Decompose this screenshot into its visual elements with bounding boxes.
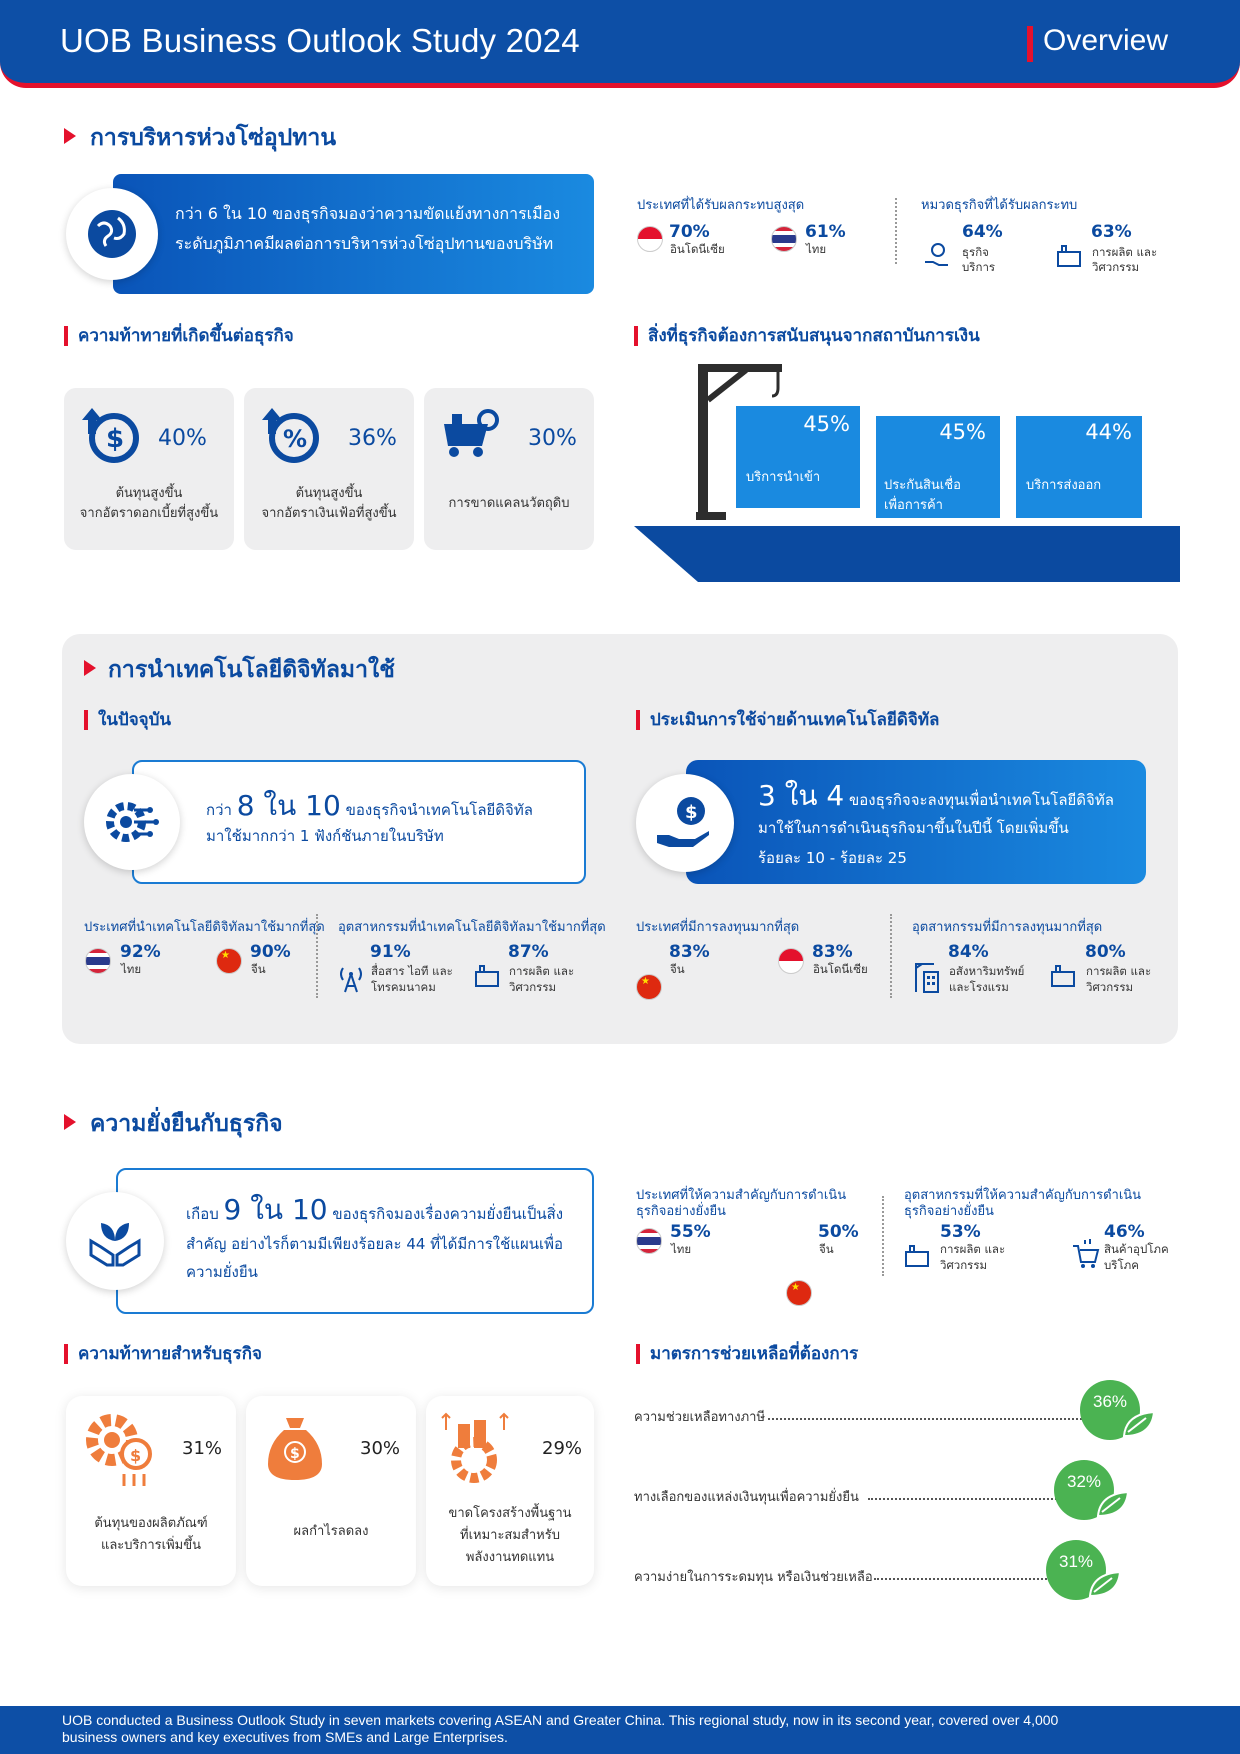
country-name: ไทย [806,242,827,256]
sustain-challenges-subheading: ความท้าทายสำหรับธุรกิจ [64,1344,262,1364]
measure-pct: 36% [1092,1392,1128,1411]
plant-hands-icon [66,1192,164,1290]
inflation-icon [260,404,322,470]
challenge-pct: 40% [158,426,207,451]
sustain-challenge-card [426,1396,594,1586]
divider [316,914,318,998]
sustain-line-1 [186,1188,563,1232]
affected-sectors-label: หมวดธุรกิจที่ได้รับผลกระทบ [921,198,1078,213]
banner-line-1: กว่า 6 ใน 10 ของธุรกิจมองว่าความขัดแย้งทางการเมือง [175,204,561,223]
sector-line: วิศวกรรม [1092,260,1140,274]
tag-accent-bar [1027,26,1033,62]
current-banner [132,760,586,884]
support-pct: 45% [939,420,986,444]
support-line: บริการส่งออก [1026,478,1102,493]
support-pct: 45% [803,412,850,436]
challenge-pct: 29% [542,1438,583,1459]
sector-line: บริการ [962,260,996,274]
svg-text:$: $ [685,802,698,823]
thailand-flag-icon [85,948,111,974]
challenge-pct: 30% [528,426,577,451]
supply-chain-banner [113,174,594,294]
sector-line: ธุรกิจ [962,245,989,259]
sustain-pre: เกือบ [186,1205,219,1223]
spend-big: 3 ใน 4 [758,779,845,812]
measure-label: ทางเลือกของแหล่งเงินทุนเพื่อความยั่งยืน [634,1490,859,1505]
stat-line: การผลิต และ [1086,964,1152,978]
stat-pct: 46% [1104,1222,1145,1242]
support-box [736,406,860,508]
thailand-flag-icon [636,1228,662,1254]
current-pre: กว่า [206,801,232,819]
stat-line: วิศวกรรม [509,980,557,994]
spend-post: ของธุรกิจจะลงทุนเพื่อนำเทคโนโลยีดิจิทัล [849,791,1114,809]
footer-line-2: business owners and key executives from SMEs and Large Enterprises. [62,1729,508,1745]
stat-line: สื่อสาร ไอที และ [371,964,453,978]
digital-gear-icon [84,774,180,870]
c3-label: ประเทศที่มีการลงทุนมากที่สุด [636,920,800,935]
leader-dots [768,1418,1086,1420]
shopping-cart-icon [1070,1238,1100,1274]
stat-line: วิศวกรรม [1086,980,1134,994]
challenge-line: ต้นทุนสูงขึ้น [295,486,363,501]
stat-pct: 87% [508,942,549,962]
thailand-flag-icon [771,226,797,252]
support-line: เพื่อการค้า [884,498,943,513]
country-pct: 70% [669,222,710,242]
section-arrow-icon [84,660,96,676]
svg-text:%: % [283,425,308,453]
leaf-icon [1088,1570,1122,1602]
spend-line-2: มาใช้ในการดำเนินธุรกิจมาขึ้นในปีนี้ โดยเพิ่มขึ้น [758,819,1069,837]
sector-pct: 63% [1091,222,1132,242]
money-hand-icon [636,774,734,872]
interest-rate-icon [80,404,142,470]
sustain-big: 9 ใน 10 [223,1193,328,1226]
overview-tag: Overview [1043,24,1169,57]
sustain-industry-label-2: ธุรกิจอย่างยั่งยืน [904,1204,994,1219]
divider [890,914,892,998]
divider [895,198,897,264]
stat-pct: 80% [1085,942,1126,962]
challenge-line: การขาดแคลนวัตถุดิบ [448,496,570,511]
measure-label: ความง่ายในการระดมทุน หรือเงินช่วยเหลือ [634,1570,873,1585]
china-flag-icon [636,974,662,1000]
challenge-line: และบริการเพิ่มขึ้น [100,1538,202,1553]
challenges-subheading: ความท้าทายที่เกิดขึ้นต่อธุรกิจ [64,326,294,346]
sustain-industry-label-1: อุตสาหกรรมที่ให้ความสำคัญกับการดำเนิน [904,1188,1142,1203]
challenge-line: พลังงานทดแทน [465,1550,555,1565]
service-hand-icon [922,240,952,274]
material-cart-icon [440,408,502,464]
sustain-challenge-card [246,1396,416,1586]
current-post: ของธุรกิจนำเทคโนโลยีดิจิทัล [345,801,533,819]
sustain-line-3: ความยั่งยืน [186,1263,258,1281]
sustainability-heading: ความยั่งยืนกับธุรกิจ [90,1111,283,1137]
factory-icon [1054,240,1084,274]
stat-name: ไทย [121,962,142,976]
current-subheading: ในปัจจุบัน [84,710,171,730]
china-flag-icon [786,1280,812,1306]
support-box [1016,416,1142,518]
stat-line: และโรงแรม [949,980,1009,994]
stat-pct: 53% [940,1222,981,1242]
challenge-pct: 31% [182,1438,223,1459]
challenge-pct: 36% [348,426,397,451]
challenge-line: ผลกำไรลดลง [293,1524,369,1539]
factory-icon [472,960,502,994]
antenna-icon [338,964,364,998]
stat-line: สินค้าอุปโภค [1104,1242,1169,1256]
stat-line: วิศวกรรม [940,1258,988,1272]
spend-banner [686,760,1146,884]
stat-pct: 90% [250,942,291,962]
leader-dots [868,1498,1060,1500]
country-name: อินโดนีเซีย [670,242,725,256]
c1-label: ประเทศที่นำเทคโนโลยีดิจิทัลมาใช้มากที่สุด [84,920,325,935]
stat-pct: 92% [120,942,161,962]
svg-text:$: $ [106,424,125,454]
measures-subheading: มาตรการช่วยเหลือที่ต้องการ [636,1344,858,1364]
challenge-card [424,388,594,550]
stat-name: จีน [819,1242,834,1256]
stat-name: ไทย [671,1242,692,1256]
leader-dots [874,1578,1050,1580]
country-pct: 61% [805,222,846,242]
section-arrow-icon [64,128,76,144]
stat-line: บริโภค [1104,1258,1139,1272]
c4-label: อุตสาหกรรมที่มีการลงทุนมากที่สุด [912,920,1103,935]
digital-heading: การนำเทคโนโลยีดิจิทัลมาใช้ [108,657,395,683]
support-box [876,416,1000,518]
measure-pct: 32% [1066,1472,1102,1491]
support-subheading: สิ่งที่ธุรกิจต้องการสนับสนุนจากสถาบันการเงิน [634,326,980,346]
sustain-country-label-1: ประเทศที่ให้ความสำคัญกับการดำเนิน [636,1188,847,1203]
sustain-country-label-2: ธุรกิจอย่างยั่งยืน [636,1204,726,1219]
sustain-line-2: สำคัญ อย่างไรก็ตามมีเพียงร้อยละ 44 ที่ได้มีการใช้แผนเพื่อ [186,1235,564,1253]
supply-chain-heading: การบริหารห่วงโซ่อุปทาน [90,125,337,151]
measure-label: ความช่วยเหลือทางภาษี [634,1410,766,1425]
stat-line: โทรคมนาคม [371,980,436,994]
banner-line-2: ระดับภูมิภาคมีผลต่อการบริหารห่วงโซ่อุปทานของบริษัท [175,234,554,253]
page-header [0,0,1240,88]
stat-pct: 83% [812,942,853,962]
stat-pct: 91% [370,942,411,962]
sustain-post: ของธุรกิจมองเรื่องความยั่งยืนเป็นสิ่ง [332,1205,564,1223]
challenge-card [64,388,234,550]
cost-gear-icon [78,1410,162,1494]
sector-line: การผลิต และ [1092,245,1158,259]
globe-hands-icon [66,188,158,280]
stat-line: อสังหาริมทรัพย์ [949,964,1025,978]
stat-name: จีน [670,962,685,976]
challenge-line: ต้นทุนของผลิตภัณฑ์ [94,1516,208,1531]
section-arrow-icon [64,1114,76,1130]
challenge-line: ขาดโครงสร้างพื้นฐาน [448,1506,572,1521]
spend-line-3: ร้อยละ 10 - ร้อยละ 25 [758,849,907,867]
stat-line: การผลิต และ [509,964,575,978]
challenge-line: จากอัตราเงินเฟ้อที่สูงขึ้น [261,506,397,521]
current-big: 8 ใน 10 [236,789,341,822]
stat-pct: 83% [669,942,710,962]
china-flag-icon [216,948,242,974]
support-pct: 44% [1085,420,1132,444]
measure-pct: 31% [1058,1552,1094,1571]
current-line-2: มาใช้มากกว่า 1 ฟังก์ชันภายในบริษัท [206,827,444,845]
stat-line: การผลิต และ [940,1242,1006,1256]
challenge-line: ต้นทุนสูงขึ้น [115,486,183,501]
spend-line-1 [758,774,1114,818]
building-crane-icon [912,960,942,998]
footer-line-1: UOB conducted a Business Outlook Study in seven markets covering ASEAN and Greater China. This regional study, now in its second year, covered over 4,000 [62,1712,1059,1728]
challenge-pct: 30% [360,1438,401,1459]
support-line: บริการนำเข้า [746,470,821,485]
challenge-card [244,388,414,550]
stat-name: อินโดนีเซีย [813,962,868,976]
stat-pct: 50% [818,1222,859,1242]
factory-icon [1048,960,1078,994]
svg-text:$: $ [130,1446,142,1465]
sustain-challenge-card [66,1396,236,1586]
svg-text:$: $ [290,1446,300,1462]
spend-subheading: ประเมินการใช้จ่ายด้านเทคโนโลยีดิจิทัล [636,710,939,730]
indonesia-flag-icon [778,948,804,974]
c2-label: อุตสาหกรรมที่นำเทคโนโลยีดิจิทัลมาใช้มากที่สุด [338,920,606,935]
energy-infrastructure-icon [438,1410,518,1490]
stat-pct: 55% [670,1222,711,1242]
money-bag-icon [262,1414,328,1488]
divider [882,1196,884,1276]
current-line-1 [206,784,533,828]
footer-note [0,1706,1240,1754]
sector-pct: 64% [962,222,1003,242]
affected-countries-label: ประเทศที่ได้รับผลกระทบสูงสุด [637,198,805,213]
support-line: ประกันสินเชื่อ [884,478,961,493]
challenge-line: จากอัตราดอกเบี้ยที่สูงขึ้น [79,506,219,521]
stat-pct: 84% [948,942,989,962]
leaf-icon [1122,1410,1156,1442]
challenge-line: ที่เหมาะสมสำหรับ [460,1528,560,1543]
indonesia-flag-icon [637,226,663,252]
report-title: UOB Business Outlook Study 2024 [60,22,580,59]
factory-icon [902,1240,932,1274]
sustain-banner [116,1168,594,1314]
stat-name: จีน [251,962,266,976]
leaf-icon [1096,1490,1130,1522]
